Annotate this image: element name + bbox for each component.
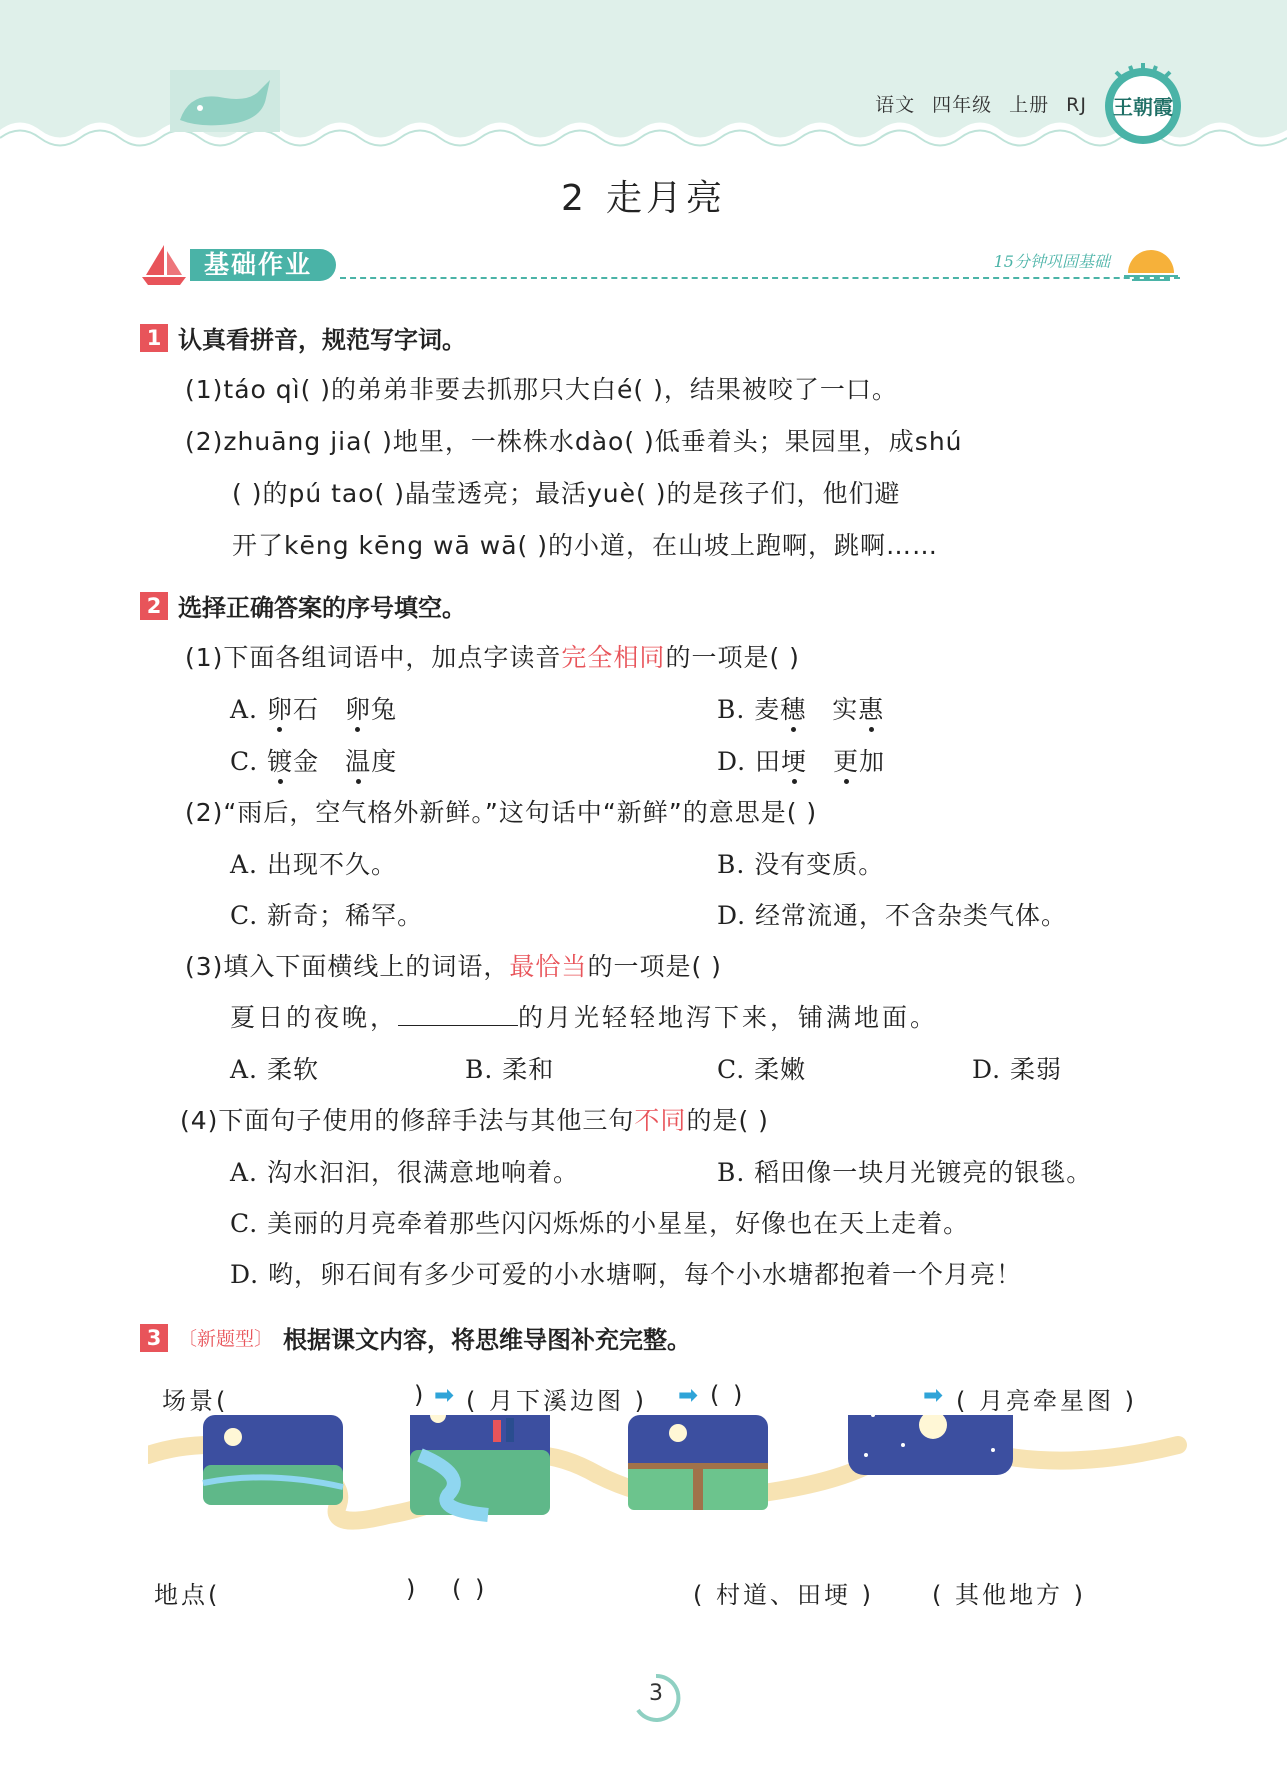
fill-blank-line[interactable] <box>398 1003 518 1026</box>
q2-4-option-b: B. 稻田像一块月光镀亮的银毯。 <box>717 1158 1093 1187</box>
stem-text: 的一项是( ) <box>587 952 722 981</box>
question-title: 根据课文内容，将思维导图补充完整。 <box>283 1326 692 1354</box>
question-number: 2 <box>140 592 168 620</box>
mm-place-1-close: ) <box>406 1575 419 1603</box>
mm-place-2[interactable]: ( ) <box>452 1575 488 1603</box>
q2-2-stem: (2)“雨后，空气格外新鲜。”这句话中“新鲜”的意思是( ) <box>185 798 818 827</box>
brand-name: 王朝霞 <box>1113 95 1173 119</box>
page-number <box>628 1670 684 1726</box>
scene-creek-night-image <box>203 1415 343 1505</box>
option-text: 兔 <box>371 695 398 724</box>
mm-scene-1 <box>162 1381 228 1416</box>
question-title: 选择正确答案的序号填空。 <box>178 594 466 622</box>
option-text: 石 <box>292 695 345 724</box>
q2-1-stem <box>185 638 800 674</box>
q2-3-option-a: A. 柔软 <box>230 1055 319 1084</box>
header-meta: 语文 四年级 上册 RJ <box>875 94 1087 116</box>
option-text: 加 <box>859 747 886 776</box>
stem-text: (4)下面句子使用的修辞手法与其他三句 <box>180 1106 635 1135</box>
question-number: 3 <box>140 1324 168 1352</box>
dotted-char: 穗 <box>780 690 806 726</box>
dotted-char: 埂 <box>781 742 807 778</box>
lesson-number: 2 <box>561 178 588 219</box>
mm-scene-4: ( 月亮牵星图 ) <box>956 1387 1137 1415</box>
sunrise-icon <box>1122 243 1180 281</box>
section-divider <box>340 277 1180 279</box>
stem-highlight: 完全相同 <box>561 643 666 672</box>
q2-4-stem <box>180 1101 769 1137</box>
question-2-heading <box>140 588 466 623</box>
q2-3-sentence <box>230 998 938 1034</box>
lesson-title-text: 走月亮 <box>605 178 726 219</box>
q2-3-option-d: D. 柔弱 <box>972 1055 1063 1084</box>
q2-1-option-a <box>230 690 397 726</box>
option-text: 金 <box>293 747 346 776</box>
question-title: 认真看拼音，规范写字词。 <box>178 326 466 354</box>
sentence-text: 的月光轻轻地泻下来，铺满地面。 <box>518 1003 939 1032</box>
arrow-right-icon: ➡ <box>923 1381 944 1409</box>
section-label: 基础作业 <box>190 249 336 281</box>
dotted-char: 卵 <box>345 690 371 726</box>
dotted-char: 卵 <box>267 690 293 726</box>
stem-highlight: 最恰当 <box>509 952 588 981</box>
q2-2-option-c: C. 新奇；稀罕。 <box>230 901 424 930</box>
dotted-char: 温 <box>345 742 371 778</box>
sentence-text: 夏日的夜晚， <box>230 1003 399 1032</box>
new-type-tag: 〔新题型〕 <box>178 1328 274 1350</box>
q2-4-option-c: C. 美丽的月亮牵着那些闪闪烁烁的小星星，好像也在天上走着。 <box>230 1209 970 1238</box>
mm-place-1: 地点( <box>154 1581 221 1609</box>
option-prefix: D. 田 <box>717 747 782 776</box>
mm-scene-3[interactable]: ( ) <box>710 1381 746 1409</box>
arrow-right-icon: ➡ <box>678 1381 699 1409</box>
section-tagline: 15分钟巩固基础 <box>993 252 1110 271</box>
q1-line-1: (1)táo qì( )的弟弟非要去抓那只大白é( )，结果被咬了一口。 <box>185 375 898 404</box>
whale-icon <box>170 70 280 132</box>
q2-1-option-c <box>230 742 397 778</box>
q1-line-2: (2)zhuāng jia( )地里，一株株水dào( )低垂着头；果园里，成shú <box>185 427 963 456</box>
brand-seal-logo <box>1102 58 1184 148</box>
mm-place-3: ( 村道、田埂 ) <box>693 1581 874 1609</box>
q2-3-stem <box>185 947 722 983</box>
q2-2-option-a: A. 出现不久。 <box>230 850 397 879</box>
dotted-char: 镀 <box>267 742 293 778</box>
option-text: 度 <box>371 747 398 776</box>
mm-scene-2: ( 月下溪边图 ) <box>466 1387 647 1415</box>
q2-1-option-b <box>717 690 884 726</box>
page-number-text: 3 <box>649 1681 663 1706</box>
sailboat-icon <box>140 243 188 287</box>
stem-highlight: 不同 <box>634 1106 687 1135</box>
mind-map <box>148 1345 1188 1645</box>
stem-text: 的是( ) <box>686 1106 769 1135</box>
stem-text: (1)下面各组词语中，加点字读音 <box>185 643 562 672</box>
mm-place-4: ( 其他地方 ) <box>932 1581 1086 1609</box>
section-banner <box>140 243 1180 289</box>
q2-3-option-b: B. 柔和 <box>465 1055 555 1084</box>
option-prefix: A. <box>230 695 267 724</box>
mind-map-illustration <box>148 1415 1188 1535</box>
scene-moonlit-creek-image <box>410 1415 550 1515</box>
question-number: 1 <box>140 324 168 352</box>
scene-label: 场景( <box>162 1387 229 1415</box>
q2-1-option-d <box>717 742 885 778</box>
scene-village-road-image <box>628 1415 768 1510</box>
dotted-char: 惠 <box>858 690 884 726</box>
mm-scene-1-close: ) <box>414 1381 427 1409</box>
q2-2-option-d: D. 经常流通，不含杂类气体。 <box>717 901 1068 930</box>
arrow-right-icon: ➡ <box>434 1381 455 1409</box>
stem-text: (3)填入下面横线上的词语， <box>185 952 510 981</box>
q1-line-3: ( )的pú tao( )晶莹透亮；最活yuè( )的是孩子们，他们避 <box>232 479 901 508</box>
lesson-title <box>0 170 1287 221</box>
stem-text: 的一项是( ) <box>665 643 800 672</box>
option-text <box>807 747 833 776</box>
q2-4-option-d: D. 哟，卵石间有多少可爱的小水塘啊，每个小水塘都抱着一个月亮！ <box>230 1260 1023 1289</box>
option-text: 实 <box>806 695 859 724</box>
option-prefix: B. 麦 <box>717 695 781 724</box>
q1-line-4: 开了kēng kēng wā wā( )的小道，在山坡上跑啊，跳啊…… <box>232 531 938 560</box>
scene-moon-and-stars-image <box>848 1415 1013 1475</box>
dotted-char: 更 <box>833 742 859 778</box>
q2-3-option-c: C. 柔嫩 <box>717 1055 807 1084</box>
q2-2-option-b: B. 没有变质。 <box>717 850 885 879</box>
option-prefix: C. <box>230 747 268 776</box>
q2-4-option-a: A. 沟水汩汩，很满意地响着。 <box>230 1158 579 1187</box>
question-1-heading <box>140 320 466 355</box>
